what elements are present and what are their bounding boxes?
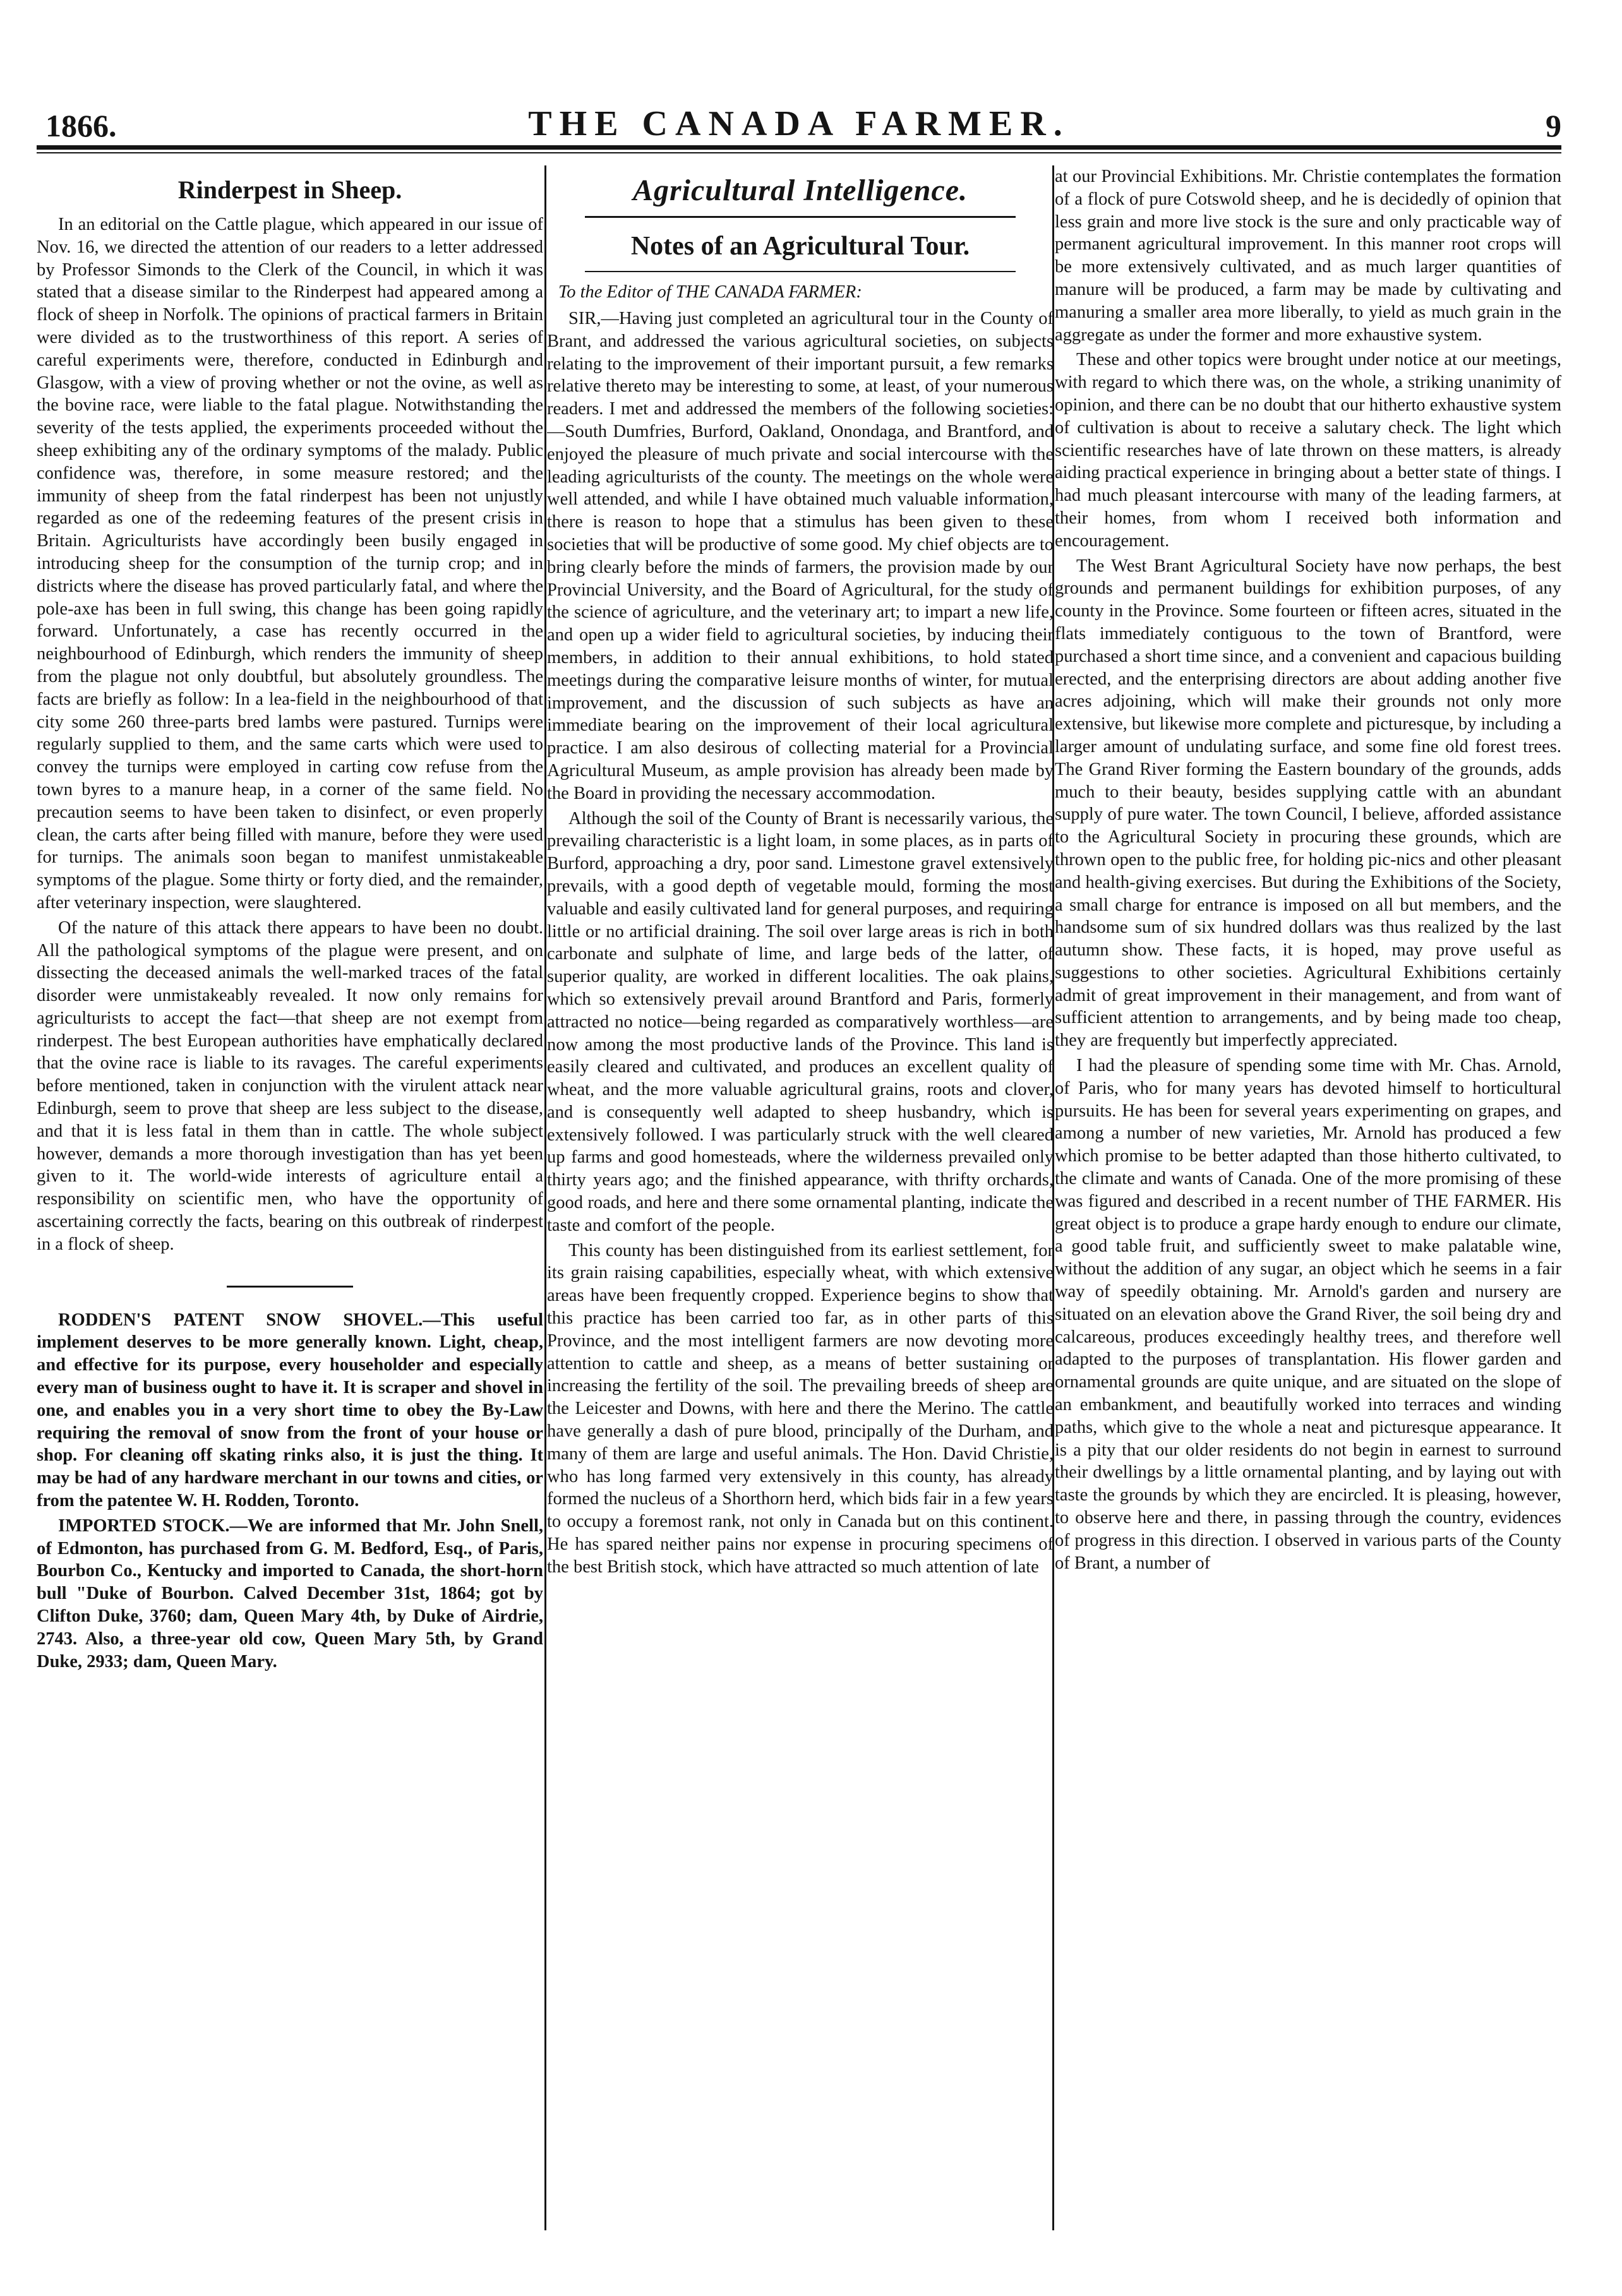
section-separator <box>37 1277 543 1294</box>
section-title-agricultural-intelligence: Agricultural Intelligence. <box>632 174 968 207</box>
tour-paragraph-2: Although the soil of the County of Brant is necessarily various, the prevailing characteristic is a light loam, in some places, as in parts of Burford, approaching a dry, poor sand. Limestone gravel extensively prevails, with a good depth of vegetable mould, forming the most valuable and easily cultivated land for general purposes, and requiring little or no artificial draining. The soil over large areas is rich in both carbonate and sulphate of lime, and large beds of the latter, of superior quality, are worked in different localities. The oak plains, which so extensively prevail around Brantford and Paris, formerly attracted no notice—being regarded as comparatively worthless—are now among the most productive lands of the Province. This land is easily cleared and cultivated, and produces an excellent quality of wheat, and the more valuable agricultural grains, roots and clover, and is consequently well adapted to sheep husbandry, which is extensively followed. I was particularly struck with the well cleared up farms and good homesteads, where the wilderness prevailed only thirty years ago; and the finished appearance, with thrifty orchards, good roads, and here and there some ornamental planting, indicate the taste and comfort of the people. <box>547 808 1054 1235</box>
tour-continued-paragraph-1: at our Provincial Exhibitions. Mr. Christie contemplates the formation of a flock of pure Cotswold sheep, and he is decidedly of opinion that less grain and more live stock is the sure and only practicable way of permanent agricultural improvement. In this manner root crops will be more extensively cultivated, and as much larger quantities of manure will be produced, a farm may be made by cultivating and manuring a smaller area more liberally, to yield as much grain in the aggregate as under the former and more exhaustive system. <box>1055 167 1561 345</box>
rinderpest-paragraph-2: Of the nature of this attack there appears to have been no doubt. All the pathological symptoms of the plague were present, and on dissecting the deceased animals the well-marked traces of the fatal disorder were unmistakeably revealed. It now only remains for agriculturists to accept the fact—that sheep are not exempt from rinderpest. The best European authorities have emphatically declared that the ovine race is liable to its ravages. The careful experiments before mentioned, taken in conjunction with the virulent attack near Edinburgh, seem to prove that sheep are less subject to the disease, and that it is less fatal in them than in cattle. The whole subject however, demands a more thorough investigation than has yet been given to it. The world-wide interests of agriculture entail a responsibility on scientific men, who have the opportunity of ascertaining correctly the facts, bearing on this outbreak of rinderpest in a flock of sheep. <box>37 918 543 1254</box>
page-header <box>37 95 1561 145</box>
rinderpest-paragraph-1: In an editorial on the Cattle plague, which appeared in our issue of Nov. 16, we directed the attention of our readers to a letter addressed by Professor Simonds to the Clerk of the Council, in which it was stated that a disease similar to the Rinderpest had appeared among a flock of sheep in Norfolk. The opinions of practical farmers in Britain were divided as to the trustworthiness of this report. A series of careful experiments were, therefore, conducted in Edinburgh and Glasgow, with a view of proving whether or not the ovine, as well as the bovine race, were liable to the fatal plague. Notwithstanding the severity of the tests applied, the experiments proceeded without the sheep exhibiting any of the ordinary symptoms of the malady. Public confidence was, therefore, in some measure restored; and the immunity of sheep from the fatal rinderpest has been not unjustly regarded as one of the redeeming features of the present crisis in Britain. Agriculturists have accordingly been busily engaged in introducing sheep for the consumption of the turnip crop; and in districts where the disease has proved particularly fatal, and where the pole-axe has been in full swing, this change has been going rapidly forward. Unfortunately, a case has recently occurred in the neighbourhood of Edinburgh, which renders the immunity of sheep from the plague not only doubtful, but absolutely groundless. The facts are briefly as follow: In a lea-field in the neighbourhood of that city some 260 three-parts bred lambs were pastured. Turnips were regularly supplied to them, and the same carts which were used to convey the turnips were employed in carting cow refuse from the town byres to a manure heap, in a corner of the same field. No precaution seems to have been taken to disinfect, or even properly clean, the carts after being filled with manure, before they were used for turnips. The animals soon began to manifest unmistakeable symptoms of the plague. Some thirty or forty died, and the remainder, after veterinary inspection, were slaughtered. <box>37 215 543 912</box>
header-year: 1866. <box>45 108 117 143</box>
column-1 <box>37 165 543 2230</box>
article-title-agricultural-tour: Notes of an Agricultural Tour. <box>630 232 970 261</box>
column-divider-1 <box>544 165 546 2230</box>
tour-paragraph-1: SIR,—Having just completed an agricultural tour in the County of Brant, and addressed the various agricultural societies, on subjects relating to the improvement of their important pursuit, a few remarks relative thereto may be interesting to some, at least, of your numerous readers. I met and addressed the members of the following societies:—South Dumfries, Burford, Oakland, Onondaga, and Brantford, and enjoyed the pleasure of much private and social intercourse with the leading agriculturists of the county. The meetings on the whole were well attended, and while I have obtained much valuable information, there is reason to hope that a stimulus has been given to these societies that will be productive of some good. My chief objects are to bring clearly before the minds of farmers, the provision made by our Provincial University, and the Board of Agricultural, for the study of the science of agriculture, and the veterinary art; to impart a new life, and open up a wider field to agricultural societies, by inducing their members, in addition to their annual exhibitions, to hold stated meetings during the comparative leisure months of winter, for mutual improvement, and the discussion of such subjects as have an immediate bearing on the improvement of their local agricultural practice. I am also desirous of collecting material for a Provincial Agricultural Museum, as ample provision has already been made by the Board in providing the necessary accommodation. <box>547 309 1054 803</box>
header-rule-thick <box>37 145 1561 150</box>
section-rule <box>585 216 1016 218</box>
title-rule <box>585 271 1016 272</box>
article-heading-rinderpest: Rinderpest in Sheep. <box>177 176 402 204</box>
column-2 <box>547 165 1054 2230</box>
header-rule-thin <box>37 152 1561 153</box>
column-3 <box>1055 165 1561 2230</box>
letter-salutation: To the Editor of THE CANADA FARMER: <box>558 282 862 302</box>
tour-continued-paragraph-2: These and other topics were brought under notice at our meetings, with regard to which there was, on the whole, a striking unanimity of opinion, and there can be no doubt that our hitherto exhaustive system of cultivation is about to receive a salutary check. The light which scientific researches have of late thrown on these matters, is already aiding practical experience in bringing about a better state of things. I had much pleasant intercourse with many of the leading farmers, at their homes, from whom I received both information and encouragement. <box>1055 350 1561 551</box>
page-number: 9 <box>1546 108 1561 143</box>
tour-continued-paragraph-3: The West Brant Agricultural Society have now perhaps, the best grounds and permanent buildings for exhibition purposes, of any county in the Province. Some fourteen or fifteen acres, situated in the flats immediately contiguous to the town of Brantford, were purchased a short time since, and a convenient and capacious building erected, and the enterprising directors are about adding another five acres adjoining, which will make their grounds not only more extensive, but likewise more complete and picturesque, by including a larger amount of undulating surface, and some fine old forest trees. The Grand River forming the Eastern boundary of the grounds, adds much to their beauty, besides supplying cattle with an abundant supply of pure water. The town Council, I believe, afforded assistance to the Agricultural Society in procuring these grounds, which are thrown open to the public free, for holding pic-nics and other pleasant and health-giving exercises. But during the Exhibitions of the Society, a small charge for entrance is imposed on all but members, and the handsome sum of six hundred dollars was thus realized by the last autumn show. These facts, it is hoped, may prove useful as suggestions to other societies. Agricultural Exhibitions certainly admit of great improvement in their management, and from want of sufficient attention to arrangements, and by being made too cheap, they are frequently but imperfectly appreciated. <box>1055 556 1561 1051</box>
notice-snow-shovel: RODDEN'S PATENT SNOW SHOVEL.—This useful implement deserves to be more generally known. Light, cheap, and effective for its purpose, every householder and especially every man of business ought to have it. It is scraper and shovel in one, and enables you in a very short time to obey the By-Law requiring the removal of snow from the front of your house or shop. For cleaning off skating rinks also, it is just the thing. It may be had of any hardware merchant in our towns and cities, or from the patentee W. H. Rodden, Toronto. <box>37 1310 543 1511</box>
tour-continued-paragraph-4: I had the pleasure of spending some time with Mr. Chas. Arnold, of Paris, who for many years has devoted himself to horticultural pursuits. He has been for several years experimenting on grapes, and among a number of new varieties, Mr. Arnold has produced a few which promise to be better adapted than those hitherto cultivated, to the climate and wants of Canada. One of the more promising of these was figured and described in a recent number of THE FARMER. His great object is to produce a grape hardy enough to endure our climate, a good table fruit, and sufficiently sweet to make palatable wine, without the addition of any sugar, an object which he seems in a fair way of speedily obtaining. Mr. Arnold's garden and nursery are situated on an elevation above the Grand River, the soil being dry and calcareous, produces exceedingly healthy trees, and therefore well adapted to the purposes of transplantation. His flower garden and ornamental grounds are quite unique, and are situated on the slope of an embankment, and beautifully worked into terraces and winding paths, which give to the whole a neat and picturesque appearance. It is a pity that our older residents do not begin in earnest to surround their dwellings by a little ornamental planting, and by laying out with taste the grounds by which they are encircled. It is pleasing, however, to observe here and there, in passing through the country, evidences of progress in this direction. I observed in various parts of the County of Brant, a number of <box>1055 1056 1561 1573</box>
tour-paragraph-3: This county has been distinguished from its earliest settlement, for its grain raising capabilities, especially wheat, with which extensive areas have been frequently cropped. Experience begins to show that this practice has been carried too far, as in other parts of this Province, and the most intelligent farmers are now devoting more attention to cattle and sheep, as a means of better sustaining or increasing the fertility of the soil. The prevailing breeds of sheep are the Leicester and Downs, with here and there the Merino. The cattle have generally a dash of pure blood, principally of the Durham, and many of them are large and useful animals. The Hon. David Christie, who has long farmed very extensively in this county, has already formed the nucleus of a Shorthorn herd, which bids fair in a few years to occupy a foremost rank, not only in Canada but on this continent. He has spared neither pains nor expense in procuring specimens of the best British stock, which have attracted so much attention of late <box>547 1240 1054 1577</box>
masthead-title: THE CANADA FARMER. <box>528 104 1070 143</box>
notice-imported-stock: IMPORTED STOCK.—We are informed that Mr. John Snell, of Edmonton, has purchased from G. M. Bedford, Esq., of Paris, Bourbon Co., Kentucky and imported to Canada, the short-horn bull "Duke of Bourbon. Calved December 31st, 1864; got by Clifton Duke, 3760; dam, Queen Mary 4th, by Duke of Airdrie, 2743. Also, a three-year old cow, Queen Mary 5th, by Grand Duke, 2933; dam, Queen Mary. <box>37 1516 543 1671</box>
